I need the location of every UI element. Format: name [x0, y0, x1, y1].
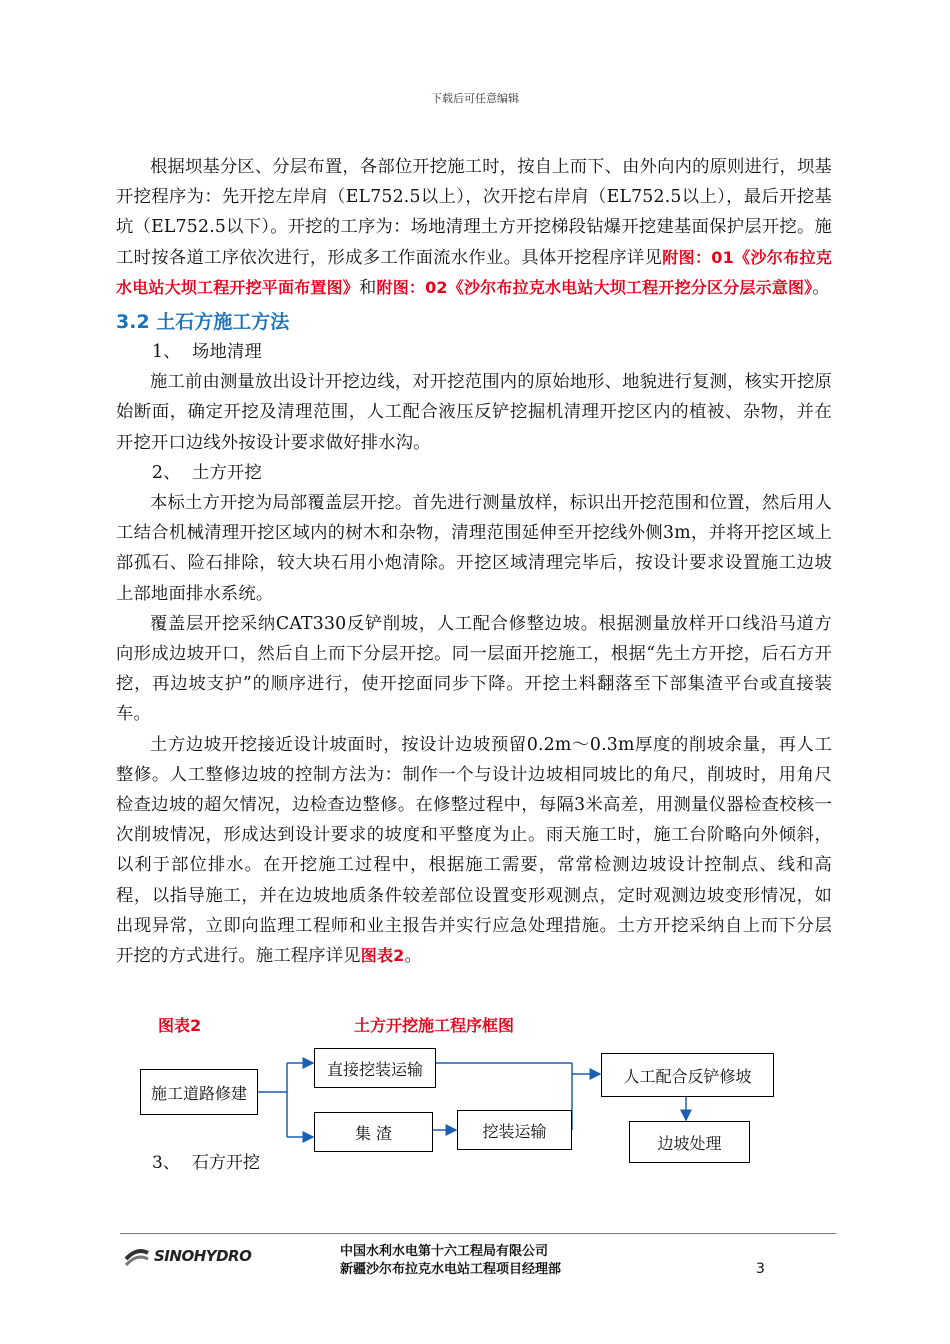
- logo-text: SINOHYDRO: [154, 1247, 252, 1265]
- footer-rule: [120, 1233, 836, 1234]
- list-number-3: 3、: [152, 1153, 180, 1173]
- intro-connector: 和: [359, 277, 377, 298]
- flow-box-loading-transport: 挖装运输: [457, 1110, 572, 1150]
- list-item-1: [116, 337, 832, 367]
- header-note: 下载后可任意编辑: [431, 92, 519, 105]
- list-title-1: 场地清理: [192, 342, 262, 363]
- section-heading: 3.2 土石方施工方法: [116, 311, 290, 334]
- intro-end: 。: [812, 277, 830, 298]
- list-number-1: 1、: [152, 342, 181, 363]
- intro-paragraph: [116, 152, 832, 303]
- flow-box-road-construction: 施工道路修建: [140, 1069, 258, 1115]
- attachment-ref-2[interactable]: 附图：02《沙尔布拉克水电站大坝工程开挖分区分层示意图》: [376, 277, 813, 297]
- list-item-2: [116, 458, 832, 488]
- site-clearing-paragraph: 施工前由测量放出设计开挖边线，对开挖范围内的原始地形、地貌进行复测，核实开挖原始断面，确定开挖及清理范围，人工配合液压反铲挖掘机清理开挖区内的植被、杂物，并在开挖开口边线外按设计要求做好排水沟。: [116, 372, 832, 453]
- figure-ref[interactable]: 图表2: [360, 946, 405, 966]
- company-name: [340, 1243, 561, 1279]
- company-line-2: 新疆沙尔布拉克水电站工程项目经理部: [340, 1262, 562, 1277]
- figure-title: 土方开挖施工程序框图: [354, 1016, 515, 1035]
- list-number-2: 2、: [152, 462, 181, 483]
- earth-excavation-paragraph-1: 本标土方开挖为局部覆盖层开挖。首先进行测量放样，标识出开挖范围和位置，然后用人工结合机械清理开挖区域内的树木和杂物，清理范围延伸至开挖线外侧3m，并将开挖区域上部孤石、险石排除，较大块石用小炮清除。开挖区域清理完毕后，按设计要求设置施工边坡上部地面排水系统。: [116, 493, 832, 604]
- sinohydro-logo-icon: [124, 1245, 150, 1267]
- earth-excavation-paragraph-2: 覆盖层开挖采纳CAT330反铲削坡，人工配合修整边坡。根据测量放样开口线沿马道方向形成边坡开口，然后自上而下分层开挖。同一层面开挖施工，根据“先土方开挖，后石方开挖，再边坡支护”的顺序进行，使开挖面同步下降。开挖土料翻落至下部集渣平台或直接装车。: [116, 613, 832, 725]
- flow-box-manual-backhoe: 人工配合反铲修坡: [601, 1053, 774, 1097]
- flow-box-direct-loading: 直接挖装运输: [314, 1048, 436, 1088]
- company-logo: [124, 1245, 251, 1267]
- list-title-3: 石方开挖: [192, 1153, 260, 1173]
- earth-excavation-paragraph-3: [116, 730, 832, 972]
- company-line-1: 中国水利水电第十六工程局有限公司: [340, 1244, 549, 1259]
- flow-box-slag-collection: 集 渣: [314, 1112, 433, 1152]
- paragraph-3-end: 。: [404, 946, 422, 967]
- flow-box-slope-treatment: 边坡处理: [629, 1121, 750, 1163]
- figure-label: 图表2: [158, 1016, 202, 1035]
- list-title-2: 土方开挖: [192, 462, 262, 483]
- list-item-3: [152, 1148, 260, 1173]
- intro-text: 根据坝基分区、分层布置，各部位开挖施工时，按自上而下、由外向内的原则进行，坝基开挖程序为：先开挖左岸肩（EL752.5以上），次开挖右岸肩（EL752.5以上），最后开挖基坑（EL752.5以下）。开挖的工序为：场地清理土方开挖梯段钻爆开挖建基面保护层开挖。施工时按各道工序依次进行，形成多工作面流水作业。具体开挖程序详见: [116, 157, 832, 268]
- paragraph-3-text: 土方边坡开挖接近设计坡面时，按设计边坡预留0.2m～0.3m厚度的削坡余量，再人工整修。人工整修边坡的控制方法为：制作一个与设计边坡相同坡比的角尺，削坡时，用角尺检查边坡的超欠情况，边检查边整修。在修整过程中，每隔3米高差，用测量仪器检查校核一次削坡情况，形成达到设计要求的坡度和平整度为止。雨天施工时，施工台阶略向外倾斜，以利于部位排水。在开挖施工过程中，根据施工需要，常常检测边坡设计控制点、线和高程，以指导施工，并在边坡地质条件较差部位设置变形观测点，定时观测边坡变形情况，如出现异常，立即向监理工程师和业主报告并实行应急处理措施。土方开挖采纳自上而下分层开挖的方式进行。施工程序详见: [116, 734, 832, 967]
- page-number: 3: [756, 1261, 765, 1277]
- body-text: [116, 152, 832, 971]
- attachment-ref-1[interactable]: 附图：01《沙尔布拉克水电站大坝工程开挖平面布置图》: [116, 247, 833, 297]
